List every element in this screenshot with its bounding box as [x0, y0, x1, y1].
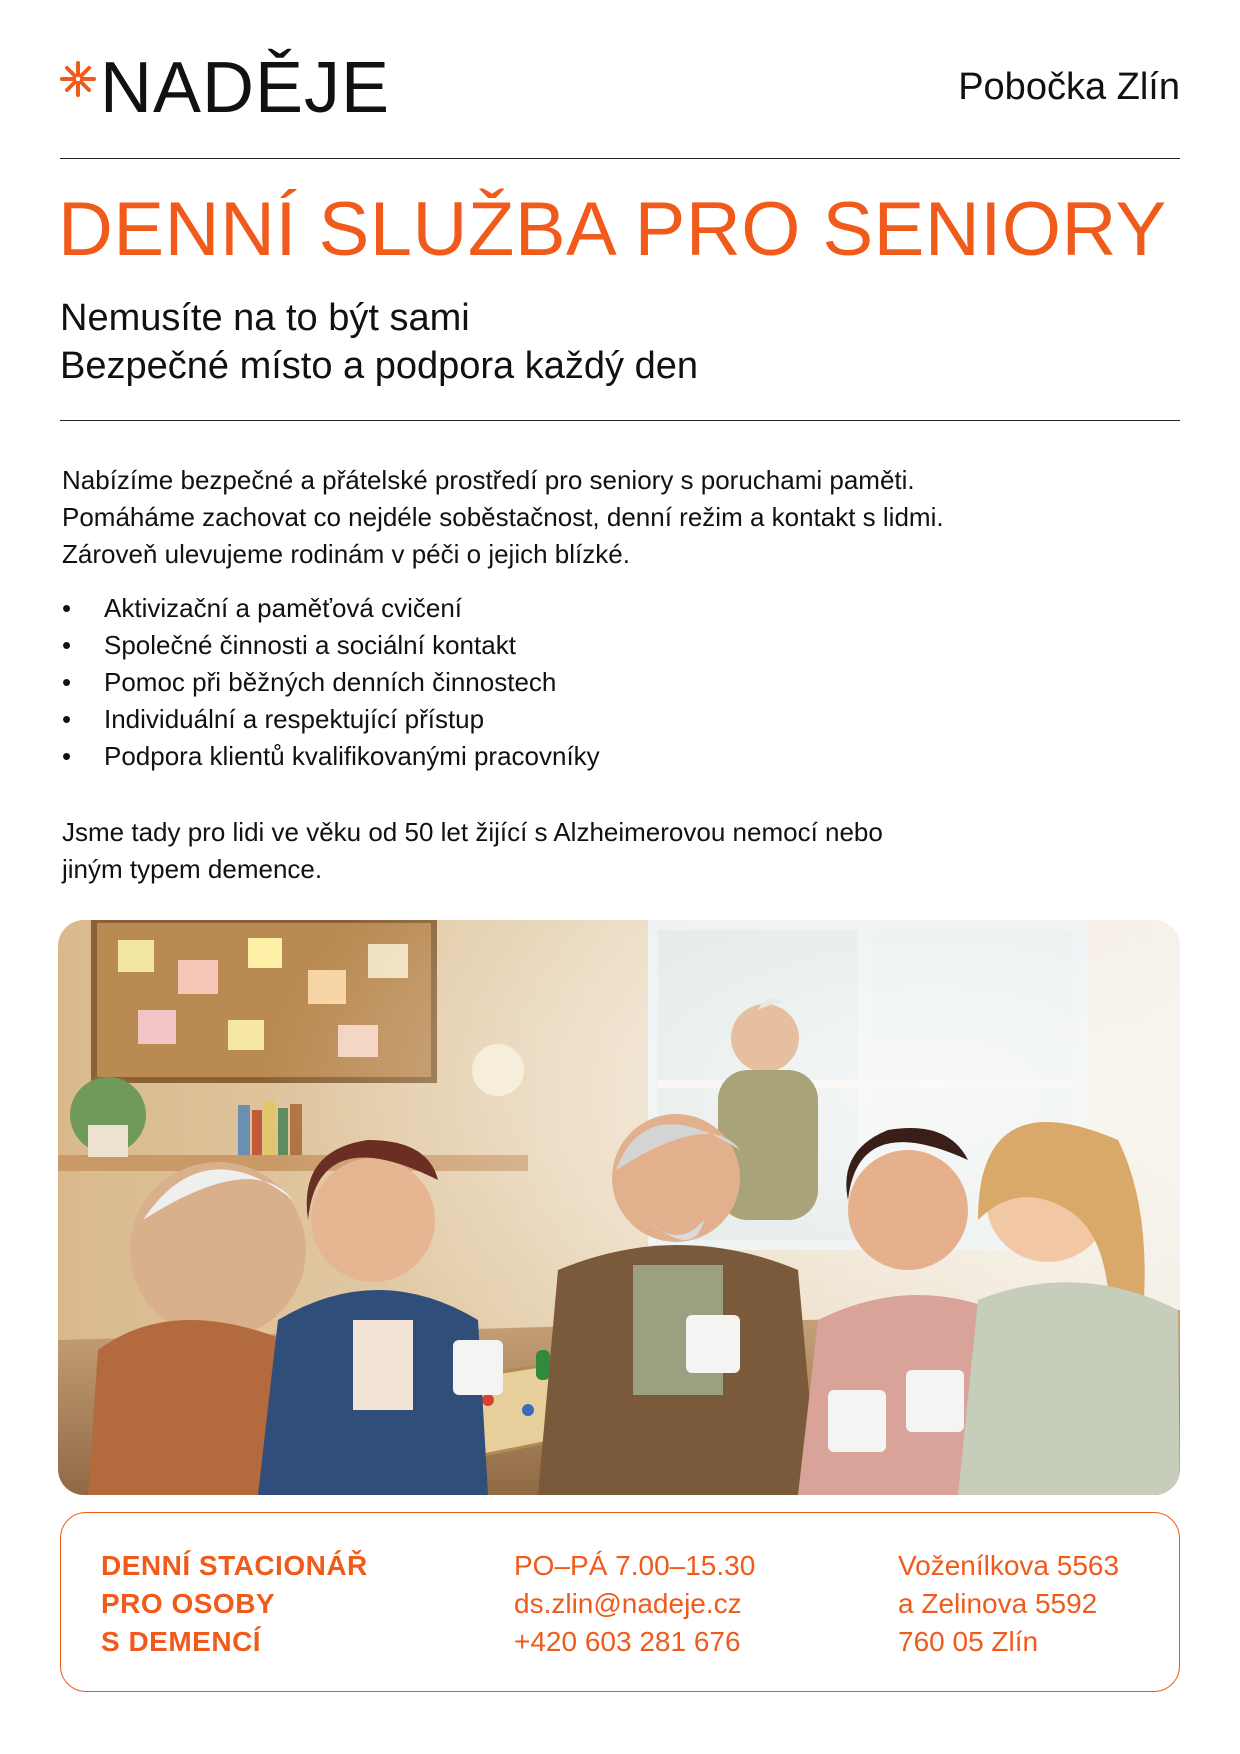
list-item-text: Podpora klientů kvalifikovanými pracovníky [104, 741, 600, 771]
photo-illustration [58, 920, 1180, 1495]
address-line: 760 05 Zlín [898, 1626, 1039, 1657]
address-line: Voženílkova 5563 [898, 1550, 1120, 1581]
header [60, 48, 1180, 132]
bullet-icon: • [62, 704, 72, 734]
services-list [62, 590, 600, 775]
list-item [62, 738, 600, 775]
logo-text: NADĚJE [100, 48, 391, 128]
contact-info [514, 1547, 755, 1661]
service-line: S DEMENCÍ [101, 1626, 262, 1657]
divider-top [60, 158, 1180, 159]
list-item-text: Aktivizační a paměťová cvičení [104, 593, 463, 623]
asterisk-logo-icon [60, 61, 96, 97]
service-line: DENNÍ STACIONÁŘ [101, 1550, 368, 1581]
opening-hours: PO–PÁ 7.00–15.30 [514, 1550, 756, 1581]
seniors-activity-photo [58, 920, 1180, 1495]
intro-paragraph [62, 462, 1162, 573]
list-item [62, 664, 600, 701]
subtitle-line: Nemusíte na to být sami [60, 297, 470, 339]
subtitle [60, 294, 698, 390]
subtitle-line: Bezpečné místo a podpora každý den [60, 345, 698, 387]
phone-link[interactable]: +420 603 281 676 [514, 1626, 741, 1657]
list-item-text: Společné činnosti a sociální kontakt [104, 630, 516, 660]
service-line: PRO OSOBY [101, 1588, 276, 1619]
service-name [101, 1547, 368, 1661]
intro-line: Pomáháme zachovat co nejdéle soběstačnost, denní režim a kontakt s lidmi. [62, 502, 944, 532]
page-title: DENNÍ SLUŽBA PRO SENIORY [58, 187, 1167, 272]
list-item [62, 627, 600, 664]
list-item-text: Pomoc při běžných denních činnostech [104, 667, 557, 697]
intro-line: Nabízíme bezpečné a přátelské prostředí pro seniory s poruchami paměti. [62, 465, 915, 495]
target-line: Jsme tady pro lidi ve věku od 50 let žijící s Alzheimerovou nemocí nebo [62, 817, 883, 847]
list-item [62, 590, 600, 627]
bullet-icon: • [62, 741, 72, 771]
branch-name: Pobočka Zlín [958, 66, 1180, 108]
bullet-icon: • [62, 593, 72, 623]
divider-middle [60, 420, 1180, 421]
contact-box [60, 1512, 1180, 1692]
bullet-icon: • [62, 630, 72, 660]
bullet-icon: • [62, 667, 72, 697]
intro-line: Zároveň ulevujeme rodinám v péči o jejich blízké. [62, 539, 630, 569]
address-line: a Zelinova 5592 [898, 1588, 1098, 1619]
list-item [62, 701, 600, 738]
target-line: jiným typem demence. [62, 854, 323, 884]
email-link[interactable]: ds.zlin@nadeje.cz [514, 1588, 742, 1619]
address [898, 1547, 1119, 1661]
target-group-text [62, 814, 883, 888]
logo[interactable] [60, 48, 391, 128]
list-item-text: Individuální a respektující přístup [104, 704, 485, 734]
